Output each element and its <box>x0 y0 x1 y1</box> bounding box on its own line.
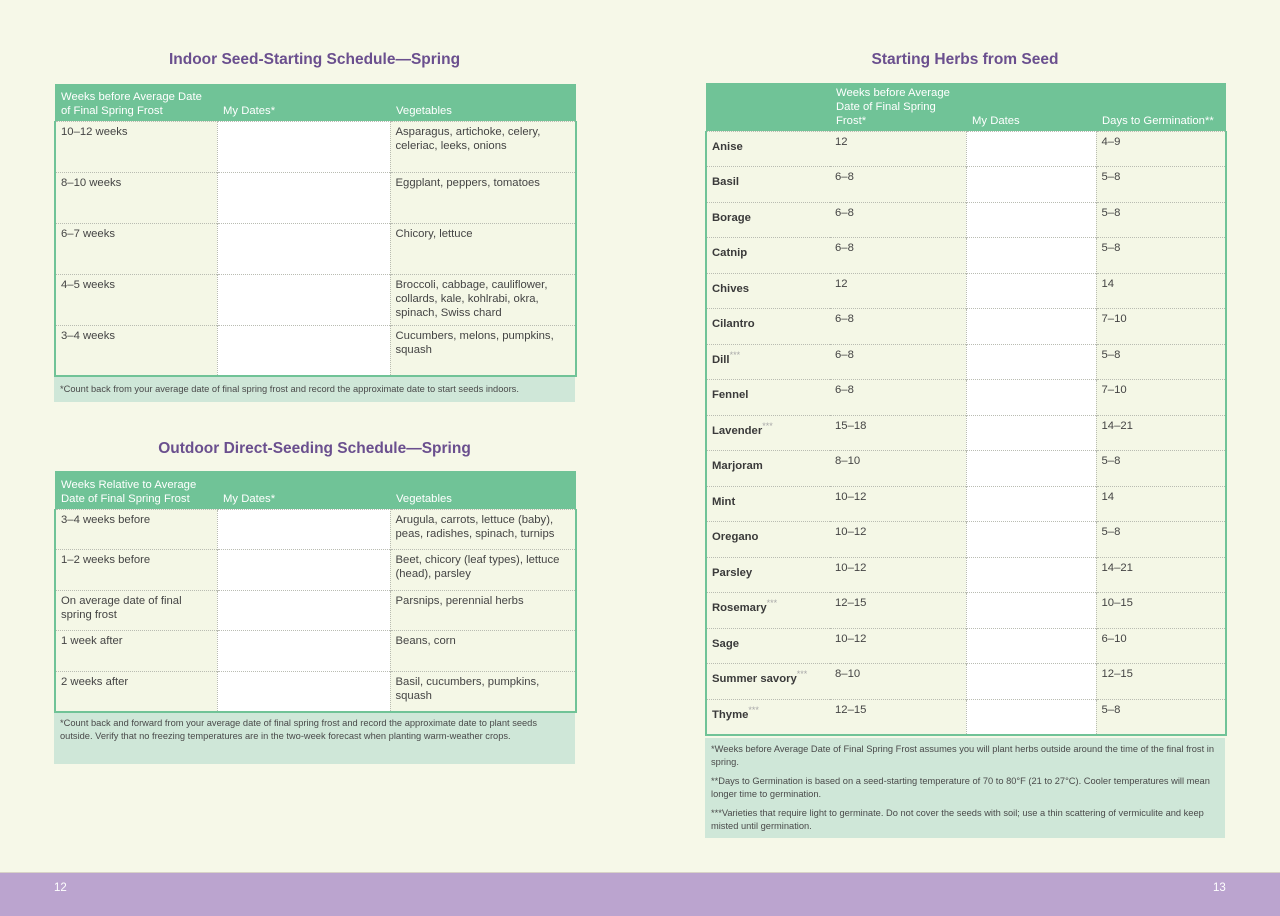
table-row <box>55 274 576 325</box>
days-cell: 5–8 <box>1096 699 1226 735</box>
table-row <box>706 522 1226 558</box>
indoor-schedule-table <box>54 84 577 377</box>
herb-name-cell <box>706 273 830 309</box>
weeks-cell: 8–10 <box>830 451 966 487</box>
weeks-cell: 3–4 weeks before <box>55 509 217 549</box>
vegetables-cell: Chicory, lettuce <box>390 223 576 274</box>
herbs-table <box>705 83 1227 736</box>
footnote-marker: *** <box>762 420 773 431</box>
weeks-cell: On average date of final spring frost <box>55 590 217 630</box>
weeks-cell: 6–7 weeks <box>55 223 217 274</box>
table-row <box>706 557 1226 593</box>
my-dates-cell[interactable] <box>217 509 390 549</box>
indoor-header-row <box>55 84 576 121</box>
weeks-cell: 15–18 <box>830 415 966 451</box>
table-row <box>706 167 1226 203</box>
weeks-cell: 6–8 <box>830 344 966 380</box>
my-dates-cell[interactable] <box>966 628 1096 664</box>
table-row <box>706 415 1226 451</box>
herb-name-cell <box>706 593 830 629</box>
my-dates-cell[interactable] <box>966 380 1096 416</box>
my-dates-cell[interactable] <box>966 522 1096 558</box>
herb-name: Fennel <box>712 388 749 401</box>
vegetables-cell: Parsnips, perennial herbs <box>390 590 576 630</box>
table-row <box>706 273 1226 309</box>
herb-name-cell <box>706 628 830 664</box>
my-dates-cell[interactable] <box>217 172 390 223</box>
my-dates-cell[interactable] <box>966 344 1096 380</box>
page-number-right: 13 <box>1213 882 1226 894</box>
herb-name-cell <box>706 522 830 558</box>
herbs-header-weeks: Weeks before Average Date of Final Spring Frost* <box>830 83 966 131</box>
my-dates-cell[interactable] <box>217 630 390 671</box>
vegetables-cell: Arugula, carrots, lettuce (baby), peas, radishes, spinach, turnips <box>390 509 576 549</box>
table-row <box>706 380 1226 416</box>
herb-name-cell <box>706 344 830 380</box>
table-row <box>55 223 576 274</box>
weeks-cell: 10–12 <box>830 522 966 558</box>
weeks-cell: 6–8 <box>830 167 966 203</box>
vegetables-cell: Eggplant, peppers, tomatoes <box>390 172 576 223</box>
footnote-marker: *** <box>796 669 808 679</box>
herb-name-cell <box>706 486 830 522</box>
days-cell: 7–10 <box>1096 380 1226 416</box>
table-row <box>706 628 1226 664</box>
herb-name: Rosemary <box>712 601 767 614</box>
weeks-cell: 10–12 <box>830 557 966 593</box>
days-cell: 5–8 <box>1096 202 1226 238</box>
days-cell: 14–21 <box>1096 557 1226 593</box>
herb-name: Basil <box>712 175 740 188</box>
weeks-cell: 12–15 <box>830 699 966 735</box>
days-cell: 5–8 <box>1096 167 1226 203</box>
my-dates-cell[interactable] <box>217 325 390 376</box>
page-number-left: 12 <box>54 882 67 894</box>
weeks-cell: 3–4 weeks <box>55 325 217 376</box>
indoor-footnote: *Count back from your average date of final spring frost and record the approximate date to start seeds indoors. <box>54 377 575 402</box>
herbs-title: Starting Herbs from Seed <box>871 51 1059 68</box>
herb-name-cell <box>706 699 830 735</box>
table-row <box>706 131 1226 167</box>
herb-name: Cilantro <box>712 317 755 330</box>
outdoor-header-vegetables: Vegetables <box>390 471 576 509</box>
weeks-cell: 8–10 weeks <box>55 172 217 223</box>
days-cell: 14 <box>1096 273 1226 309</box>
table-row <box>55 121 576 172</box>
herb-name: Lavender <box>712 424 763 437</box>
my-dates-cell[interactable] <box>966 202 1096 238</box>
table-row <box>706 593 1226 629</box>
herb-name-cell <box>706 202 830 238</box>
my-dates-cell[interactable] <box>966 486 1096 522</box>
weeks-cell: 6–8 <box>830 238 966 274</box>
table-row <box>55 630 576 671</box>
weeks-cell: 12–15 <box>830 593 966 629</box>
table-row <box>55 671 576 712</box>
days-cell: 7–10 <box>1096 309 1226 345</box>
outdoor-schedule-title: Outdoor Direct-Seeding Schedule—Spring <box>158 440 471 457</box>
days-cell: 14–21 <box>1096 415 1226 451</box>
days-cell: 12–15 <box>1096 664 1226 700</box>
herb-name-cell <box>706 238 830 274</box>
table-row <box>706 486 1226 522</box>
days-cell: 10–15 <box>1096 593 1226 629</box>
herb-name-cell <box>706 167 830 203</box>
herb-name-cell <box>706 415 830 451</box>
herb-name-cell <box>706 451 830 487</box>
indoor-schedule-title: Indoor Seed-Starting Schedule—Spring <box>168 51 461 68</box>
table-row <box>55 590 576 630</box>
outdoor-header-weeks: Weeks Relative to Average Date of Final Spring Frost <box>55 471 217 509</box>
days-cell: 5–8 <box>1096 344 1226 380</box>
herbs-footnote-3: ***Varieties that require light to germinate. Do not cover the seeds with soil; use a thin scattering of vermiculite and keep misted until germination. <box>711 808 1204 831</box>
vegetables-cell: Beet, chicory (leaf types), lettuce (head), parsley <box>390 549 576 590</box>
indoor-header-vegetables: Vegetables <box>390 84 576 121</box>
table-row <box>706 699 1226 735</box>
weeks-cell: 12 <box>830 131 966 167</box>
herbs-footnotes <box>705 738 1225 838</box>
my-dates-cell[interactable] <box>217 223 390 274</box>
indoor-header-weeks: Weeks before Average Date of Final Spring Frost <box>55 84 217 121</box>
herbs-header-days: Days to Germination** <box>1096 83 1226 131</box>
my-dates-cell[interactable] <box>217 121 390 172</box>
herb-name: Marjoram <box>712 459 763 472</box>
herb-name: Borage <box>712 211 751 224</box>
herb-name: Mint <box>712 495 736 508</box>
my-dates-cell[interactable] <box>217 549 390 590</box>
weeks-cell: 12 <box>830 273 966 309</box>
herbs-header-dates: My Dates <box>966 83 1096 131</box>
days-cell: 14 <box>1096 486 1226 522</box>
table-row <box>706 202 1226 238</box>
my-dates-cell[interactable] <box>966 451 1096 487</box>
vegetables-cell: Beans, corn <box>390 630 576 671</box>
table-row <box>55 172 576 223</box>
footnote-marker: *** <box>748 704 759 715</box>
herb-name: Oregano <box>712 530 759 543</box>
weeks-cell: 4–5 weeks <box>55 274 217 325</box>
vegetables-cell: Broccoli, cabbage, cauliflower, collards, kale, kohlrabi, okra, spinach, Swiss chard <box>390 274 576 325</box>
days-cell: 6–10 <box>1096 628 1226 664</box>
herb-name-cell <box>706 557 830 593</box>
herb-name-cell <box>706 380 830 416</box>
my-dates-cell[interactable] <box>966 557 1096 593</box>
weeks-cell: 6–8 <box>830 380 966 416</box>
footnote-marker: *** <box>766 598 778 608</box>
herbs-footnote-2: **Days to Germination is based on a seed-starting temperature of 70 to 80°F (21 to 27°C). Cooler temperatures will mean longer time to germination. <box>711 776 1210 799</box>
days-cell: 5–8 <box>1096 522 1226 558</box>
days-cell: 4–9 <box>1096 131 1226 167</box>
my-dates-cell[interactable] <box>966 699 1096 735</box>
weeks-cell: 6–8 <box>830 202 966 238</box>
herb-name-cell <box>706 664 830 700</box>
outdoor-schedule-table <box>54 471 577 713</box>
days-cell: 5–8 <box>1096 238 1226 274</box>
herb-name: Thyme <box>712 708 749 721</box>
herb-name: Catnip <box>712 246 748 259</box>
vegetables-cell: Basil, cucumbers, pumpkins, squash <box>390 671 576 712</box>
page-footer-bar <box>0 872 1280 916</box>
herbs-footnote-1: *Weeks before Average Date of Final Spring Frost assumes you will plant herbs outside around the time of the final frost in spring. <box>711 744 1214 767</box>
herb-name: Chives <box>712 282 750 295</box>
my-dates-cell[interactable] <box>966 593 1096 629</box>
my-dates-cell[interactable] <box>966 664 1096 700</box>
my-dates-cell[interactable] <box>966 238 1096 274</box>
herbs-header-herb <box>706 83 830 131</box>
outdoor-footnote: *Count back and forward from your average date of final spring frost and record the approximate date to plant seeds outside. Verify that no freezing temperatures are in the two-week forecast when planting warm-weather crops. <box>54 713 575 764</box>
table-row <box>706 344 1226 380</box>
herb-name-cell <box>706 309 830 345</box>
weeks-cell: 10–12 <box>830 628 966 664</box>
table-row <box>55 549 576 590</box>
weeks-cell: 6–8 <box>830 309 966 345</box>
weeks-cell: 8–10 <box>830 664 966 700</box>
my-dates-cell[interactable] <box>966 415 1096 451</box>
herbs-header-row <box>706 83 1226 131</box>
my-dates-cell[interactable] <box>966 273 1096 309</box>
footnote-marker: *** <box>729 349 741 360</box>
vegetables-cell: Cucumbers, melons, pumpkins, squash <box>390 325 576 376</box>
table-row <box>55 509 576 549</box>
table-row <box>706 238 1226 274</box>
weeks-cell: 1 week after <box>55 630 217 671</box>
table-row <box>706 451 1226 487</box>
weeks-cell: 10–12 <box>830 486 966 522</box>
herb-name: Dill <box>712 353 730 366</box>
weeks-cell: 1–2 weeks before <box>55 549 217 590</box>
my-dates-cell[interactable] <box>217 274 390 325</box>
herb-name: Parsley <box>712 566 753 579</box>
herb-name: Anise <box>712 140 743 153</box>
herb-name: Sage <box>712 637 740 650</box>
my-dates-cell[interactable] <box>966 309 1096 345</box>
table-row <box>706 664 1226 700</box>
my-dates-cell[interactable] <box>966 131 1096 167</box>
my-dates-cell[interactable] <box>217 590 390 630</box>
table-row <box>55 325 576 376</box>
my-dates-cell[interactable] <box>217 671 390 712</box>
outdoor-header-dates: My Dates* <box>217 471 390 509</box>
herb-name-cell <box>706 131 830 167</box>
indoor-header-dates: My Dates* <box>217 84 390 121</box>
weeks-cell: 2 weeks after <box>55 671 217 712</box>
weeks-cell: 10–12 weeks <box>55 121 217 172</box>
table-row <box>706 309 1226 345</box>
days-cell: 5–8 <box>1096 451 1226 487</box>
vegetables-cell: Asparagus, artichoke, celery, celeriac, leeks, onions <box>390 121 576 172</box>
my-dates-cell[interactable] <box>966 167 1096 203</box>
herb-name: Summer savory <box>712 672 797 685</box>
outdoor-header-row <box>55 471 576 509</box>
